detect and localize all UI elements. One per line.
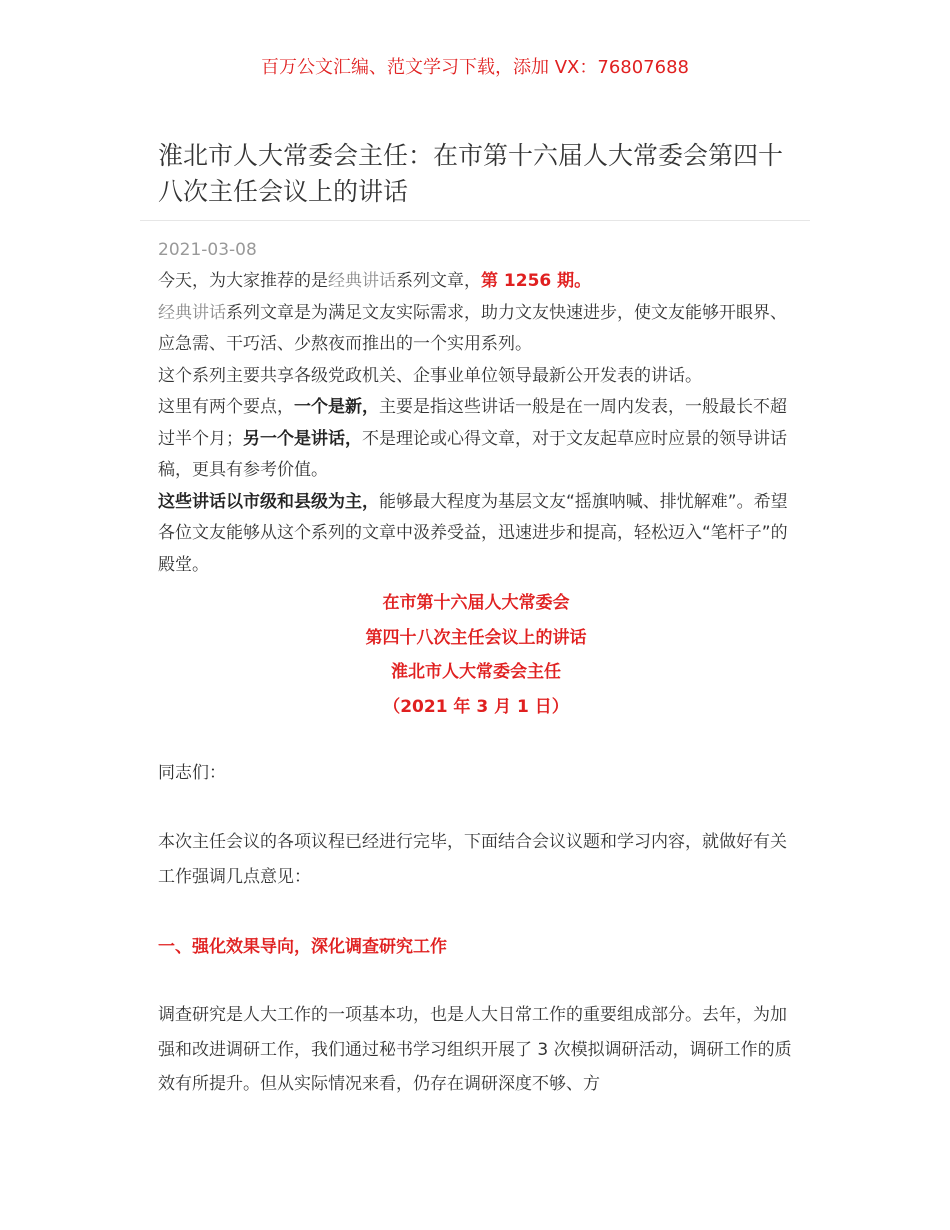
intro-paragraph-5 [158,487,794,582]
speech-heading [158,586,794,724]
section-heading-1: 一、强化效果导向，深化调查研究工作 [158,937,447,957]
speech-heading-line: 在市第十六届人大常委会 [382,593,570,613]
intro-paragraph-2 [158,298,794,361]
title-divider [140,220,810,221]
intro-paragraph-4 [158,392,794,487]
key-point-speech: 另一个是讲话， [243,428,362,449]
intro-text: 能够最大程度为基层文友“摇旗呐喊、排忧解难”。希望各位文友能够从这个系列的文章中汲养受益，迅速进步和提高，轻松迈入“笔杆子”的殿堂。 [158,491,788,575]
speech-heading-line: 淮北市人大常委会主任 [391,662,561,682]
intro-text: 主要是指这些讲话一般是在一周内发表，一般最长不超过半个月； [158,397,787,449]
salutation: 同志们： [158,763,226,783]
body-paragraph-1: 本次主任会议的各项议程已经进行完毕，下面结合会议议题和学习内容，就做好有关工作强调几点意见： [158,832,787,887]
body-paragraph-2: 调查研究是人大工作的一项基本功，也是人大日常工作的重要组成部分。去年，为加强和改进调研工作，我们通过秘书学习组织开展了 3 次模拟调研活动，调研工作的质效有所提升。但从实际情况来看，仍存在调研深度不够、方 [158,1005,792,1094]
intro-text: 系列文章， [396,271,481,291]
intro-section [158,266,794,581]
speech-date: （2021 年 3 月 1 日） [383,696,569,717]
series-name: 经典讲话 [158,302,226,323]
article-date: 2021-03-08 [158,240,257,260]
key-point-new: 一个是新， [294,397,379,417]
intro-text: 系列文章是为满足文友实际需求，助力文友快速进步，使文友能够开眼界、应急需、干巧活、少熬夜而推出的一个实用系列。 [158,302,787,354]
intro-text: 不是理论或心得文章，对于文友起草应时应景的领导讲话稿，更具有参考价值。 [158,428,787,480]
intro-text: 今天，为大家推荐的是 [158,271,328,291]
intro-text: 这里有两个要点， [158,397,294,417]
key-point-level: 这些讲话以市级和县级为主， [158,491,379,512]
article-title: 淮北市人大常委会主任：在市第十六届人大常委会第四十八次主任会议上的讲话 [158,141,784,206]
intro-paragraph-1 [158,266,794,298]
issue-number: 第 1256 期。 [481,271,592,291]
promo-header: 百万公文汇编、范文学习下载，添加 VX：76807688 [261,57,689,78]
series-name: 经典讲话 [328,271,396,291]
intro-paragraph-3: 这个系列主要共享各级党政机关、企事业单位领导最新公开发表的讲话。 [158,365,702,386]
speech-heading-line: 第四十八次主任会议上的讲话 [365,627,587,648]
